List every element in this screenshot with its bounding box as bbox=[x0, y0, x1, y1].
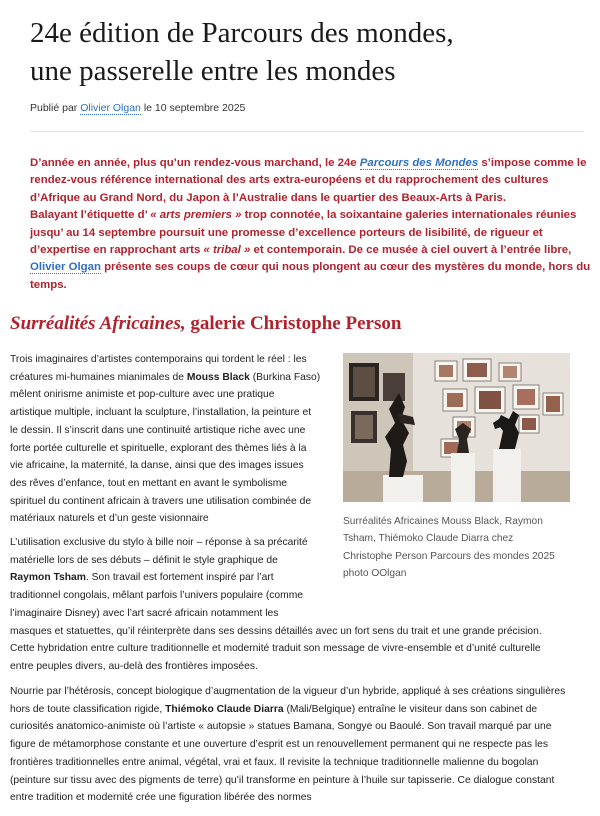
gallery-photo[interactable] bbox=[343, 353, 570, 502]
lead-italic: « arts premiers » bbox=[150, 209, 242, 222]
paragraph-mouss-black bbox=[10, 351, 320, 528]
paragraph-text: hors de toute classification rigide, bbox=[10, 703, 163, 715]
caption-line: Surréalités Africaines Mouss Black, Raymon bbox=[343, 516, 543, 527]
lead-text: s’impose comme le bbox=[481, 157, 587, 169]
caption-line: Tsham, Thiémoko Claude Diarra chez bbox=[343, 533, 514, 545]
paragraph-line: figure de métamorphose constante et une ouverture d’esprit est un renouvellement permanent qui ne respecte pas les bbox=[10, 739, 549, 751]
lead-line: d’Afrique au Grand Nord, du Japon à l’Australie dans le quartier des Beaux-Arts à Paris. bbox=[30, 191, 506, 204]
paragraph-text: créatures mi-humaines mianimales de bbox=[10, 371, 184, 383]
article-title-line-1: 24e édition de Parcours des mondes, bbox=[30, 17, 454, 49]
paragraph-line: Cette hybridation entre culture traditionnelle et modernité traduit son message de vivre-ensemble et d’unité culturelle bbox=[10, 643, 541, 655]
paragraph-line: artistique multiple, incluant la sculpture, l’installation, la peinture et bbox=[10, 407, 312, 419]
lead-text: trop connotée, la soixantaine galeries internationales réunies bbox=[244, 209, 577, 222]
paragraph-line: le dessin. Il s’inscrit dans une continuité artistique riche avec une bbox=[10, 424, 306, 436]
paragraph-line: Nourrie par l’hétérosis, concept biologique d’augmentation de la vigueur d’un hybride, appliqué à ses créations singulières bbox=[10, 686, 566, 697]
artist-name: Thiémoko Claude Diarra bbox=[165, 703, 284, 715]
paragraph-line: matériaux naturels et d’un geste visionnaire bbox=[10, 513, 209, 525]
caption-line: Christophe Person Parcours des mondes 2025 bbox=[343, 550, 555, 562]
paragraph-text: (Burkina Faso) bbox=[252, 371, 321, 383]
exhibition-photo-image bbox=[343, 353, 570, 502]
paragraph-line: spirituel du continent africain à travers une utilisation combinée de bbox=[10, 495, 312, 507]
header-divider bbox=[30, 131, 584, 132]
lead-line: jusqu’ au 14 septembre poursuit une promesse d’excellence porteurs de lisibilité, de rigueur et bbox=[30, 226, 543, 239]
lead-text: D’année en année, plus qu’un rendez-vous marchand, le 24e bbox=[30, 157, 357, 169]
lead-line: rendez-vous référence international des arts extra-européens et du rapprochement des cultures bbox=[30, 174, 549, 187]
artist-name: Mouss Black bbox=[186, 371, 250, 383]
paragraph-line: L’utilisation exclusive du stylo à bille noir – réponse à sa précarité bbox=[10, 537, 308, 548]
lead-text: Balayant l’étiquette d’ bbox=[30, 209, 148, 222]
paragraph-line: forte portée culturelle et spirituelle, explorant des thèmes liés à la bbox=[10, 442, 307, 454]
paragraph-line: entre tradition et modernité crée une figuration libérée des normes bbox=[10, 792, 312, 804]
paragraph-line: curiosités anatomico-animiste où l’artiste « autopsie » statues Bamana, Songye ou Baoulé. Son travail marqué par une bbox=[10, 721, 552, 733]
paragraph-line: (peinture sur tissu avec des pigments de terre) qu’il transforme en peinture à l’huile sur tapisserie. Ce dialogue constant bbox=[10, 774, 555, 786]
paragraph-line: l’imaginaire Disney) avec l’art sacré africain notamment les bbox=[10, 607, 279, 619]
article-title bbox=[30, 14, 580, 90]
author-link[interactable]: Olivier Olgan bbox=[80, 102, 141, 114]
artist-name: Raymon Tsham bbox=[10, 572, 86, 584]
lead-paragraph bbox=[30, 155, 591, 294]
paragraph-line: mêlent onirisme animiste et pop-culture avec une pratique bbox=[10, 389, 275, 401]
photo-caption bbox=[343, 513, 578, 582]
olivier-olgan-link[interactable]: Olivier Olgan bbox=[30, 261, 101, 274]
parcours-des-mondes-link[interactable]: Parcours des Mondes bbox=[359, 157, 479, 169]
lead-text: d’expertise en rapprochant arts bbox=[30, 244, 201, 257]
lead-line: temps. bbox=[30, 278, 67, 291]
caption-line: photo OOlgan bbox=[343, 567, 407, 579]
byline-prefix: Publié par bbox=[30, 102, 78, 114]
paragraph-text: . Son travail est fortement inspiré par l’art bbox=[85, 572, 274, 584]
lead-italic: « tribal » bbox=[203, 244, 251, 257]
paragraph-line: des rêves d’enfance, tout en mettant en avant le symbolisme bbox=[10, 477, 288, 489]
paragraph-line: vie africaine, la maternité, la danse, ainsi que des images issues bbox=[10, 460, 304, 472]
paragraph-text: (Mali/Belgique) entraîne le visiteur dans son cabinet de bbox=[286, 703, 538, 715]
byline bbox=[30, 102, 245, 114]
paragraph-line: entre peuples divers, au-delà des frontières imposées. bbox=[10, 660, 258, 672]
lead-text: et contemporain. De ce musée à ciel ouvert à l’entrée libre, bbox=[253, 244, 572, 257]
section-heading bbox=[10, 313, 401, 335]
paragraph-line: frontières traditionnelles entre animal, végétal, vrai et faux. Il revisite la technique traditionnelle malienne du bogolan bbox=[10, 756, 539, 768]
paragraph-line: masques et statuettes, qu’il réinterprète dans ses dessins détaillés avec un fort sens du trait et une grande précision. bbox=[10, 625, 542, 637]
byline-date: le 10 septembre 2025 bbox=[143, 102, 246, 114]
paragraph-thiemoko-diarra bbox=[10, 683, 565, 807]
lead-text: présente ses coups de cœur qui nous plongent au cœur des mystères du monde, hors du bbox=[104, 261, 591, 274]
paragraph-line: Trois imaginaires d’artistes contemporains qui tordent le réel : les bbox=[10, 354, 307, 365]
section-heading-gallery: galerie Christophe Person bbox=[190, 313, 402, 334]
article-title-line-2: une passerelle entre les mondes bbox=[30, 55, 396, 87]
paragraph-line: traditionnel congolais, mêlant parfois l’univers populaire (comme bbox=[10, 590, 304, 602]
section-heading-italic: Surréalités Africaines, bbox=[10, 313, 186, 334]
paragraph-line: matérielle lors de ses débuts – définit le style graphique de bbox=[10, 554, 278, 566]
